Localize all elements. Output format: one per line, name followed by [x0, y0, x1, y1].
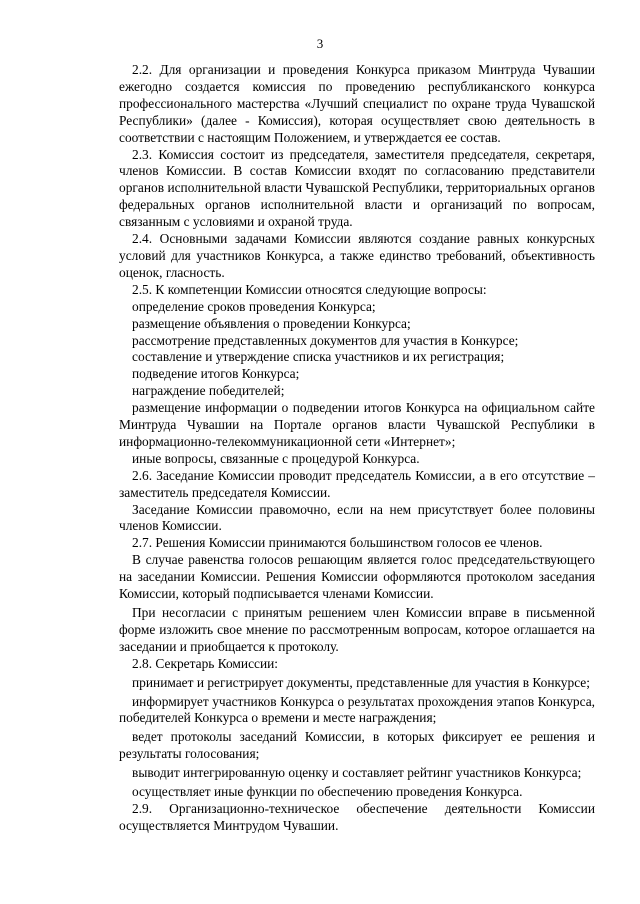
paragraph-2-5: 2.5. К компетенции Комиссии относятся следующие вопросы:: [132, 281, 487, 297]
list-item: составление и утверждение списка участников и их регистрация;: [132, 349, 505, 365]
list-item: размещение информации о подведении итогов Конкурса на официальном сайте Минтруда Чувашии на Портале органов власти Чувашской Республики в информационно-телекоммуникационной сети «Интернет»;: [119, 400, 595, 449]
list-item: награждение победителей;: [132, 383, 285, 399]
paragraph-2-8: 2.8. Секретарь Комиссии:: [132, 655, 279, 671]
paragraph-2-2: 2.2. Для организации и проведения Конкурса приказом Минтруда Чувашии ежегодно создается комиссия по проведению республиканского конкурса профессионального мастерства «Лучший специалист по охране труда Чувашской Республики» (далее - Комиссия), которая осуществляет свою деятельность в соответствии с настоящим Положением, и утверждается ее состав.: [119, 62, 595, 145]
paragraph-2-6: 2.6. Заседание Комиссии проводит председатель Комиссии, а в его отсутствие – заместитель председателя Комиссии.: [119, 467, 595, 500]
paragraph: В случае равенства голосов решающим является голос председательствующего на заседании Комиссии. Решения Комиссии оформляются протоколом заседания Комиссии, который подписывается членами Комиссии.: [119, 552, 595, 602]
list-item: определение сроков проведения Конкурса;: [132, 298, 376, 314]
list-item: подведение итогов Конкурса;: [132, 366, 300, 382]
document-body: [119, 62, 595, 835]
list-item: рассмотрение представленных документов для участия в Конкурсе;: [132, 332, 519, 348]
list-item: осуществляет иные функции по обеспечению проведения Конкурса.: [132, 784, 523, 800]
paragraph-2-3: 2.3. Комиссия состоит из председателя, заместителя председателя, секретаря, членов Комиссии. В состав Комиссии входят по согласованию представители органов исполнительной власти Чувашской Республики, территориальных органов федеральных органов исполнительной власти и организаций по вопросам, связанным с условиями и охраной труда.: [119, 146, 595, 230]
paragraph: При несогласии с принятым решением член Комиссии вправе в письменной форме изложить свое мнение по рассмотренным вопросам, которое оглашается на заседании и приобщается к протоколу.: [119, 605, 595, 654]
paragraph-2-9: 2.9. Организационно-техническое обеспечение деятельности Комиссии осуществляется Минтрудом Чувашии.: [119, 800, 595, 833]
list-item: иные вопросы, связанные с процедурой Конкурса.: [132, 450, 420, 466]
list-item: размещение объявления о проведении Конкурса;: [132, 315, 411, 331]
list-item: выводит интегрированную оценку и составляет рейтинг участников Конкурса;: [132, 765, 582, 781]
list-item: информирует участников Конкурса о результатах прохождения этапов Конкурса, победителей Конкурса о времени и месте награждения;: [119, 693, 595, 726]
list-item: принимает и регистрирует документы, представленные для участия в Конкурсе;: [132, 674, 590, 690]
paragraph: Заседание Комиссии правомочно, если на нем присутствует более половины членов Комиссии.: [119, 501, 595, 534]
list-item: ведет протоколы заседаний Комиссии, в которых фиксирует ее решения и результаты голосования;: [119, 729, 595, 762]
paragraph-2-4: 2.4. Основными задачами Комиссии являются создание равных конкурсных условий для участников Конкурса, а также единство требований, объективность оценок, гласность.: [119, 231, 595, 280]
page-number: 3: [316, 36, 324, 51]
paragraph-2-7: 2.7. Решения Комиссии принимаются большинством голосов ее членов.: [132, 535, 543, 551]
